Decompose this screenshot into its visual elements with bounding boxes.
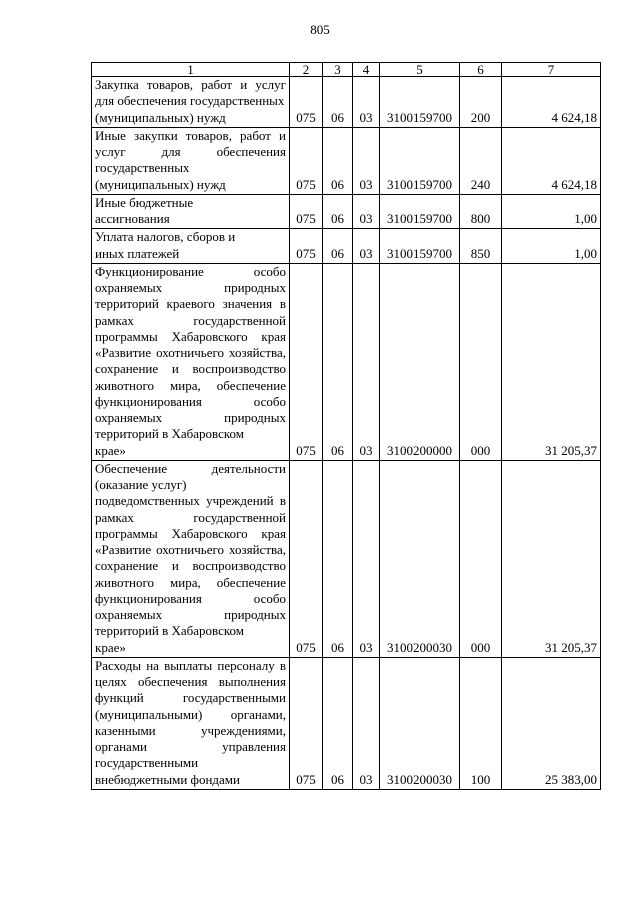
description-cell: Расходы на выплаты персоналу в целях обеспечения выполнения функций государственными (муниципальными) органами, казенными учреждениями, органами управления государственными внебюджетными фондами	[92, 657, 290, 789]
table-row	[92, 127, 601, 194]
admin-code-cell: 075	[290, 194, 323, 229]
amount-cell: 4 624,18	[502, 77, 601, 128]
target-article-cell: 3100200030	[380, 460, 460, 657]
target-article-cell: 3100200030	[380, 657, 460, 789]
amount-cell: 31 205,37	[502, 263, 601, 460]
table-body	[92, 63, 601, 790]
target-article-cell: 3100159700	[380, 194, 460, 229]
subsection-cell: 03	[353, 127, 380, 194]
amount-cell: 31 205,37	[502, 460, 601, 657]
section-cell: 06	[323, 460, 353, 657]
section-cell: 06	[323, 127, 353, 194]
subsection-cell: 03	[353, 263, 380, 460]
section-cell: 06	[323, 657, 353, 789]
amount-cell: 1,00	[502, 194, 601, 229]
section-cell: 06	[323, 229, 353, 264]
column-header: 5	[380, 63, 460, 77]
budget-table	[91, 62, 601, 790]
target-article-cell: 3100159700	[380, 127, 460, 194]
section-cell: 06	[323, 77, 353, 128]
table-row	[92, 460, 601, 657]
target-article-cell: 3100159700	[380, 77, 460, 128]
subsection-cell: 03	[353, 657, 380, 789]
section-cell: 06	[323, 263, 353, 460]
description-cell: Иные бюджетные ассигнования	[92, 194, 290, 229]
amount-cell: 25 383,00	[502, 657, 601, 789]
table-header-row	[92, 63, 601, 77]
page-number: 805	[310, 22, 330, 37]
admin-code-cell: 075	[290, 229, 323, 264]
subsection-cell: 03	[353, 460, 380, 657]
description-cell: Уплата налогов, сборов и иных платежей	[92, 229, 290, 264]
admin-code-cell: 075	[290, 460, 323, 657]
description-cell: Закупка товаров, работ и услуг для обеспечения государственных (муниципальных) нужд	[92, 77, 290, 128]
description-cell: Функционирование особо охраняемых природных территорий краевого значения в рамках государственной программы Хабаровского края «Развитие охотничьего хозяйства, сохранение и воспроизводство животного мира, обеспечение функционирования особо охраняемых природных территорий в Хабаровском крае»	[92, 263, 290, 460]
admin-code-cell: 075	[290, 127, 323, 194]
expense-type-cell: 200	[460, 77, 502, 128]
target-article-cell: 3100200000	[380, 263, 460, 460]
target-article-cell: 3100159700	[380, 229, 460, 264]
amount-cell: 4 624,18	[502, 127, 601, 194]
admin-code-cell: 075	[290, 263, 323, 460]
description-cell: Обеспечение деятельности (оказание услуг) подведомственных учреждений в рамках государственной программы Хабаровского края «Развитие охотничьего хозяйства, сохранение и воспроизводство животного мира, обеспечение функционирования особо охраняемых природных территорий в Хабаровском крае»	[92, 460, 290, 657]
expense-type-cell: 100	[460, 657, 502, 789]
expense-type-cell: 850	[460, 229, 502, 264]
amount-cell: 1,00	[502, 229, 601, 264]
column-header: 4	[353, 63, 380, 77]
column-header: 7	[502, 63, 601, 77]
column-header: 2	[290, 63, 323, 77]
column-header: 3	[323, 63, 353, 77]
table-row	[92, 194, 601, 229]
table-row	[92, 657, 601, 789]
expense-type-cell: 000	[460, 460, 502, 657]
table-row	[92, 263, 601, 460]
section-cell: 06	[323, 194, 353, 229]
table-row	[92, 77, 601, 128]
column-header: 6	[460, 63, 502, 77]
expense-type-cell: 240	[460, 127, 502, 194]
subsection-cell: 03	[353, 77, 380, 128]
subsection-cell: 03	[353, 194, 380, 229]
expense-type-cell: 000	[460, 263, 502, 460]
admin-code-cell: 075	[290, 77, 323, 128]
subsection-cell: 03	[353, 229, 380, 264]
column-header: 1	[92, 63, 290, 77]
table-row	[92, 229, 601, 264]
expense-type-cell: 800	[460, 194, 502, 229]
description-cell: Иные закупки товаров, работ и услуг для обеспечения государственных (муниципальных) нужд	[92, 127, 290, 194]
admin-code-cell: 075	[290, 657, 323, 789]
